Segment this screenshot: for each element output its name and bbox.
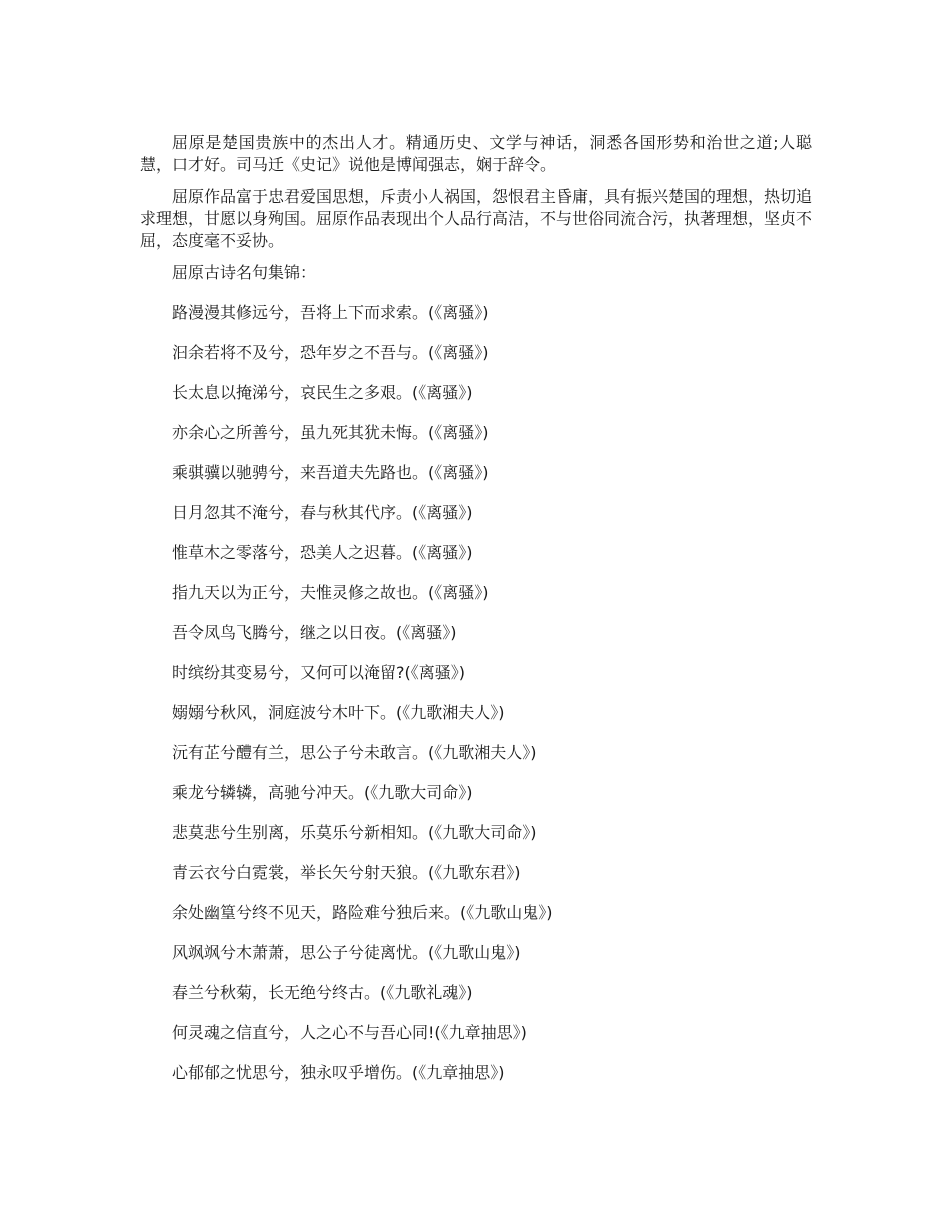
document-page	[140, 132, 812, 1102]
quote-line: 路漫漫其修远兮，吾将上下而求索。(《离骚》)	[172, 303, 489, 322]
quote-line: 乘骐骥以驰骋兮，来吾道夫先路也。(《离骚》)	[172, 463, 489, 482]
quote-line: 青云衣兮白霓裳，举长矢兮射天狼。(《九歌东君》)	[172, 863, 521, 882]
quote-line: 指九天以为正兮，夫惟灵修之故也。(《离骚》)	[172, 583, 489, 602]
quote-line: 惟草木之零落兮，恐美人之迟暮。(《离骚》)	[172, 543, 473, 562]
quote-line: 心郁郁之忧思兮，独永叹乎增伤。(《九章抽思》)	[172, 1063, 505, 1082]
quote-line: 乘龙兮辚辚，高驰兮冲天。(《九歌大司命》)	[172, 783, 473, 802]
quote-line: 长太息以掩涕兮，哀民生之多艰。(《离骚》)	[172, 383, 473, 402]
quote-line: 沅有芷兮醴有兰，思公子兮未敢言。(《九歌湘夫人》)	[172, 743, 537, 762]
quote-line: 亦余心之所善兮，虽九死其犹未悔。(《离骚》)	[172, 423, 489, 442]
quotes-list	[140, 302, 812, 1102]
quotes-heading: 屈原古诗名句集锦：	[172, 263, 317, 282]
quote-line: 汩余若将不及兮，恐年岁之不吾与。(《离骚》)	[172, 343, 489, 362]
quote-line: 时缤纷其变易兮，又何可以淹留?(《离骚》)	[172, 663, 465, 682]
quote-line: 日月忽其不淹兮，春与秋其代序。(《离骚》)	[172, 503, 473, 522]
quote-line: 悲莫悲兮生别离，乐莫乐兮新相知。(《九歌大司命》)	[172, 823, 537, 842]
quote-line: 何灵魂之信直兮，人之心不与吾心同!(《九章抽思》)	[172, 1023, 527, 1042]
quote-line: 吾令凤鸟飞腾兮，继之以日夜。(《离骚》)	[172, 623, 457, 642]
quote-line: 余处幽篁兮终不见天，路险难兮独后来。(《九歌山鬼》)	[172, 903, 553, 922]
quote-line: 嫋嫋兮秋风，洞庭波兮木叶下。(《九歌湘夫人》)	[172, 703, 505, 722]
quote-line: 春兰兮秋菊，长无绝兮终古。(《九歌礼魂》)	[172, 983, 473, 1002]
quote-line: 风飒飒兮木萧萧，思公子兮徒离忧。(《九歌山鬼》)	[172, 943, 521, 962]
intro-paragraph-1: 屈原是楚国贵族中的杰出人才。精通历史、文学与神话，洞悉各国形势和治世之道;人聪慧，口才好。司马迁《史记》说他是博闻强志，娴于辞令。	[140, 133, 812, 174]
intro-paragraph-2: 屈原作品富于忠君爱国思想，斥责小人祸国，怨恨君主昏庸，具有振兴楚国的理想，热切追求理想，甘愿以身殉国。屈原作品表现出个人品行高洁，不与世俗同流合污，执著理想，坚贞不屈，态度毫不妥协。	[140, 187, 813, 250]
